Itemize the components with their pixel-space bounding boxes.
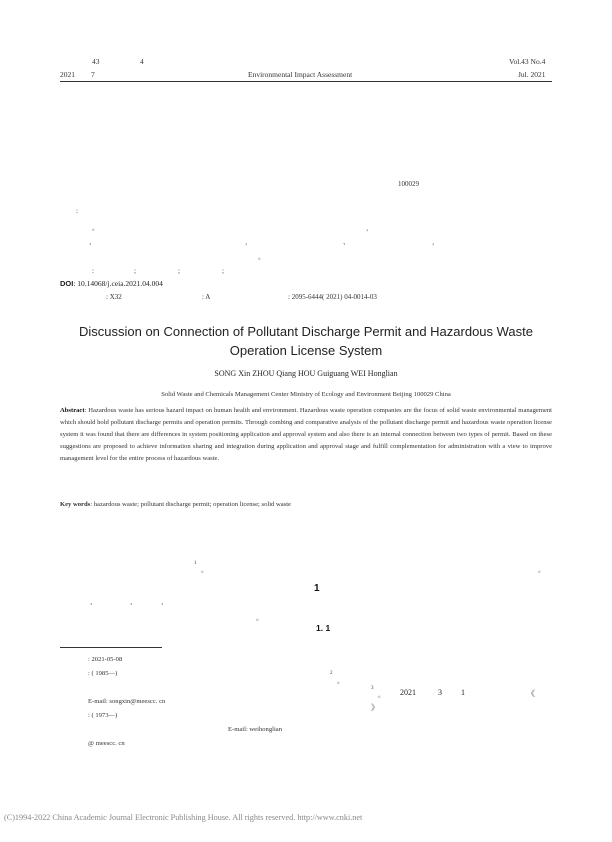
abstract-cn-label: : [76,207,78,215]
body-year: 2021 [400,688,416,697]
citation-superscript: 1 [194,561,197,566]
footnote-email2-domain: @ meescc. cn [88,740,125,747]
section-heading-1-1: 1. 1 [316,623,331,633]
body-list-mark: 、 [90,598,97,606]
authors-en: SONG Xin ZHOU Qiang HOU Guiguang WEI Honglian [214,369,398,378]
paper-title-en: Discussion on Connection of Pollutant Discharge Permit and Hazardous Waste Operation License System [78,324,534,358]
article-id: : 2095-6444( 2021) 04-0014-03 [288,293,377,301]
keywords-label: Key words [60,501,91,508]
header-issue: 4 [140,57,144,66]
affiliation-postcode: 100029 [398,180,419,188]
header-month: 7 [91,70,95,79]
citation-superscript: 2 [330,671,333,676]
header-year: 2021 [60,70,75,79]
keywords-cn-label: : [92,267,94,275]
abstract-cn-mark: ， [366,224,373,232]
body-mark: 。 [337,677,344,685]
keywords-cn-sep: ; [178,267,180,275]
header-journal-en: Environmental Impact Assessment [248,70,353,79]
body-month: 3 [438,688,442,697]
body-mark: 。 [378,691,385,699]
copyright-footer: (C)1994-2022 China Academic Journal Electronic Publishing House. All rights reserved. http://www.cnki.net [4,813,363,822]
footnote-author1: : ( 1985—) [88,670,118,677]
header-rule [60,81,552,82]
book-title-open-mark: 《 [527,689,535,698]
doi-line [60,279,163,288]
header-volume: 43 [92,57,100,66]
keywords-en [60,501,291,508]
affiliation-en: Solid Waste and Chemicals Management Center Ministry of Ecology and Environment Beijing 100029 China [161,391,451,398]
abstract-label: Abstract [60,407,85,414]
abstract-text: : Hazardous waste has serious hazard impact on human health and environment. Hazardous waste operation companies are the focus of solid waste environmental management which should hold pollutant discharge permits and operation permits. Through combing and comparative analysis of the pollutant discharge permit and hazardous waste operation license system it was found that there are differences in system positioning application and approval system and also there is an internal connection between two types of permit. Based on these suggestions are proposed to achieve information sharing and integration during application and approval stage and fulfill complementation for administration with a view to improve management level for the entire process of hazardous waste. [60,407,552,462]
abstract-cn-mark: ， [245,238,252,246]
abstract-cn-mark: 。 [258,253,265,261]
abstract-en [60,405,552,465]
body-list-mark: 、 [130,598,137,606]
section-heading-1: 1 [314,583,320,594]
body-list-mark: 、 [161,598,168,606]
abstract-cn-mark: ， [432,238,439,246]
footnote-received: : 2021-05-08 [88,656,123,663]
book-title-close-mark: 》 [371,703,379,712]
clc-number: : X32 [106,293,122,301]
doi-value: : 10.14068/j.ceia.2021.04.004 [73,279,163,288]
header-date-en: Jul. 2021 [518,70,546,79]
body-mark: 。 [201,566,208,574]
body-day: 1 [461,688,465,697]
citation-superscript: 3 [371,686,374,691]
footnote-author2: : ( 1973—) [88,712,118,719]
keywords-text: : hazardous waste; pollutant discharge permit; operation license; solid waste [90,501,291,508]
abstract-cn-mark: 、 [343,238,350,246]
footnote-email1: E-mail: songxin@meescc. cn [88,698,166,705]
keywords-cn-sep: ; [222,267,224,275]
header-vol-issue-en: Vol.43 No.4 [509,57,546,66]
body-mark: 。 [538,566,545,574]
footnote-email2: E-mail: weihonglian [228,726,283,733]
abstract-cn-mark: 、 [89,238,96,246]
abstract-cn-mark: 。 [92,224,99,232]
doi-label: DOI [60,279,74,288]
body-mark: 。 [256,614,263,622]
footnote-rule [60,647,162,648]
document-code: : A [202,293,211,301]
keywords-cn-sep: ; [134,267,136,275]
